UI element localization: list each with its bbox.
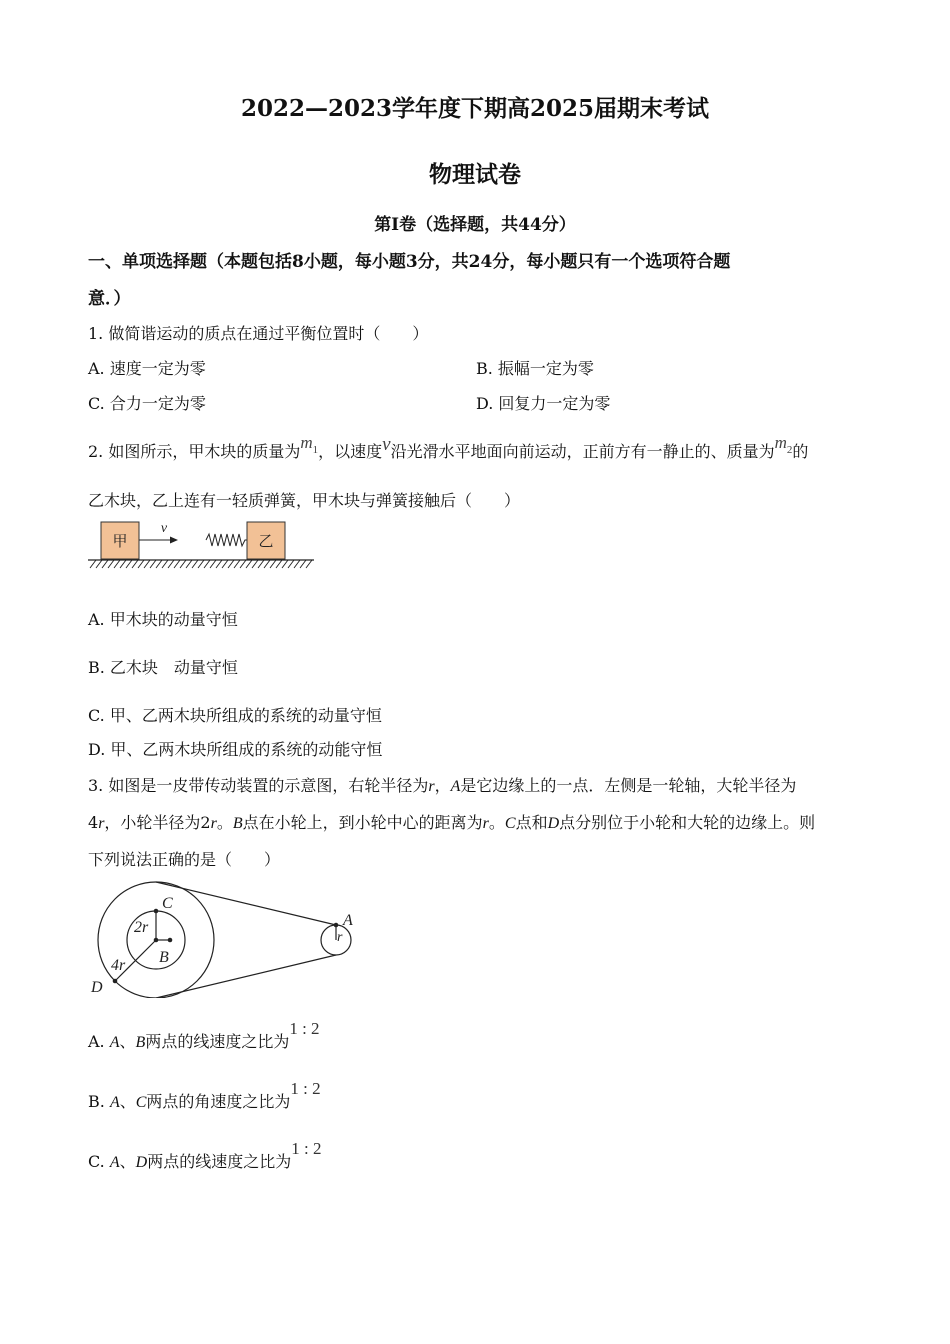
q3-option-b: B. A、C两点的角速度之比为1 : 2 (88, 1079, 321, 1111)
point-b-dot (168, 938, 173, 943)
point-c-dot (154, 909, 159, 914)
q2-v: v (382, 434, 391, 455)
q2-stem-d: 的 (792, 442, 809, 461)
velocity-arrowhead (170, 537, 178, 544)
velocity-label: v (160, 521, 168, 536)
center-dot (154, 938, 159, 943)
belt-top (156, 882, 336, 925)
label-r: r (337, 930, 343, 945)
q3-l1-A: A (450, 778, 461, 795)
q3-l1-r: r (428, 778, 435, 795)
section-heading-line1: 一、单项选择题（本题包括8小题，每小题3分，共24分，每小题只有一个选项符合题 (88, 252, 731, 272)
label-4r: 4r (111, 957, 126, 974)
q2-option-c: C. 甲、乙两木块所组成的系统的动量守恒 (88, 706, 382, 725)
point-a-dot (334, 923, 339, 928)
q2-m1: m (300, 433, 313, 452)
point-d-dot (113, 979, 118, 984)
label-b: B (159, 949, 169, 966)
q3-l2-C: C (504, 815, 516, 832)
q2-m2-sub: 2 (786, 444, 793, 456)
label-2r: 2r (134, 919, 149, 936)
q3-figure-belt-drive (84, 878, 364, 998)
q3-l2-d: 点在小轮上，到小轮中心的距离为 (242, 813, 483, 832)
q3-option-b-ratio: 1 : 2 (290, 1079, 321, 1098)
q3-l2-f: 点和 (515, 813, 548, 832)
q2-m1-sub: 1 (312, 444, 319, 456)
q3-l2-b: ，小轮半径为2 (104, 813, 211, 832)
block-yi-label: 乙 (258, 532, 274, 550)
block-jia-label: 甲 (112, 532, 128, 550)
q3-l2-r2: r (210, 815, 217, 832)
q3-stem-line2 (88, 810, 815, 833)
q2-m2: m (774, 433, 787, 452)
exam-title: 2022—2023学年度下期高2025届期末考试 (240, 95, 710, 122)
section-heading-line2: 意．） (88, 289, 131, 309)
q3-option-a: A. A、B两点的线速度之比为1 : 2 (88, 1019, 320, 1051)
q2-option-d: D. 甲、乙两木块所组成的系统的动能守恒 (88, 740, 383, 759)
q1-option-a: A. 速度一定为零 (88, 359, 206, 378)
q3-option-c: C. A、D两点的线速度之比为1 : 2 (88, 1139, 322, 1171)
q3-l2-B: B (232, 815, 243, 832)
q1-stem: 1. 做简谐运动的质点在通过平衡位置时（ ） (88, 324, 429, 343)
q3-l2-a: 4 (88, 813, 99, 832)
q3-l2-D: D (547, 815, 560, 832)
q3-l2-r3: r (482, 815, 489, 832)
label-c: C (162, 895, 173, 912)
q2-stem-a: 2. 如图所示，甲木块的质量为 (88, 442, 301, 461)
spring (206, 534, 247, 546)
q3-option-a-ratio: 1 : 2 (289, 1019, 320, 1038)
q1-option-c: C. 合力一定为零 (88, 394, 206, 413)
q3-l2-g: 点分别位于小轮和大轮的边缘上。则 (559, 813, 816, 832)
label-d: D (91, 979, 103, 996)
q3-l2-c: 。 (216, 813, 233, 832)
ground-hatching (90, 560, 312, 568)
q3-stem-line1 (88, 773, 796, 796)
q3-l1-c: 是它边缘上的一点．左侧是一轮轴，大轮半径为 (460, 776, 797, 795)
q2-option-a: A. 甲木块的动量守恒 (88, 610, 238, 629)
q3-l2-r1: r (98, 815, 105, 832)
subject-title: 物理试卷 (429, 161, 521, 188)
q2-stem-c: 沿光滑水平地面向前运动，正前方有一静止的、质量为 (390, 442, 775, 461)
q2-figure-blocks-spring (86, 515, 316, 575)
q2-option-b: B. 乙木块 动量守恒 (88, 658, 238, 677)
belt-bottom (156, 955, 336, 998)
label-a: A (343, 912, 353, 929)
q3-option-c-ratio: 1 : 2 (291, 1139, 322, 1158)
q2-stem-line1 (88, 433, 809, 463)
q2-stem-line2: 乙木块，乙上连有一轻质弹簧，甲木块与弹簧接触后（ ） (88, 491, 521, 510)
part-heading: 第I卷（选择题，共44分） (374, 215, 576, 235)
q3-l1-a: 3. 如图是一皮带传动装置的示意图，右轮半径为 (88, 776, 429, 795)
q3-l2-e: 。 (488, 813, 505, 832)
q3-stem-line3: 下列说法正确的是（ ） (88, 850, 281, 869)
q1-option-b: B. 振幅一定为零 (476, 359, 594, 378)
q3-l1-b: ， (434, 776, 451, 795)
q1-option-d: D. 回复力一定为零 (476, 394, 611, 413)
q2-stem-b: ，以速度 (318, 442, 383, 461)
